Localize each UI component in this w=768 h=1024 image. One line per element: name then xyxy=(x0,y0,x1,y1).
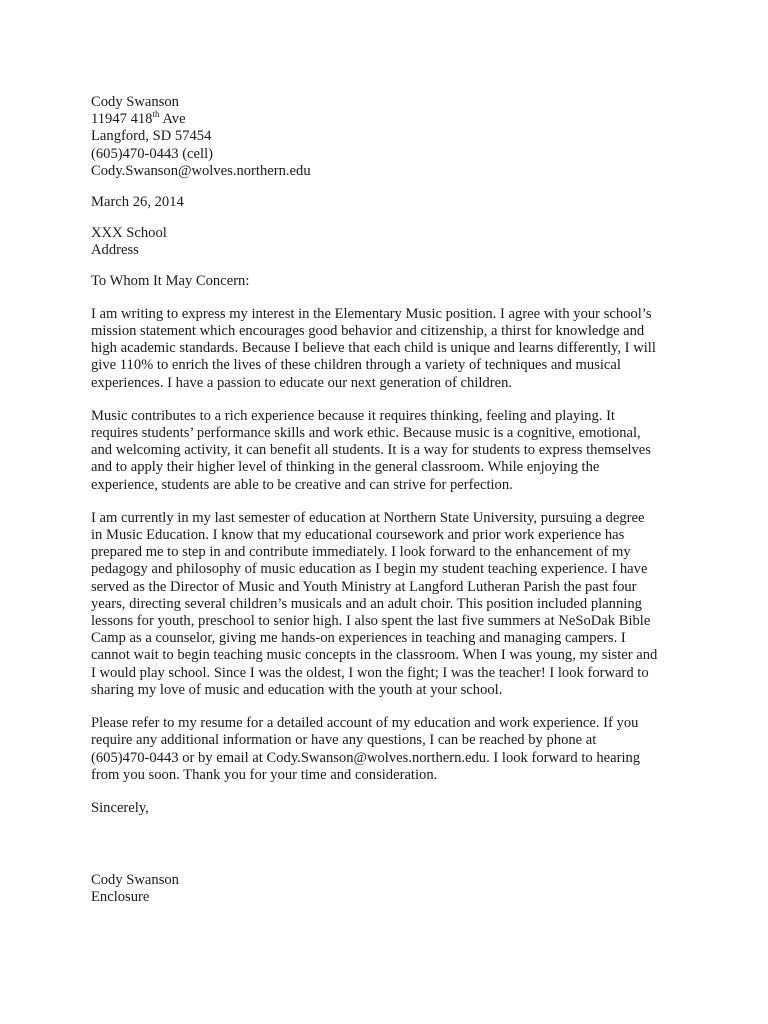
paragraph-line: give 110% to enrich the lives of these children through a variety of techniques and musical xyxy=(91,357,621,374)
sender-block xyxy=(91,94,691,180)
signature-block xyxy=(91,872,691,906)
paragraph-line: mission statement which encourages good behavior and citizenship, a thirst for knowledge and xyxy=(91,323,645,340)
paragraph-4 xyxy=(91,715,691,784)
paragraph-line: from you soon. Thank you for your time and consideration. xyxy=(91,766,438,783)
sender-street-number: 11947 418 xyxy=(91,111,153,128)
paragraph-line: sharing my love of music and education with the youth at your school. xyxy=(91,681,503,698)
paragraph-line: Music contributes to a rich experience because it requires thinking, feeling and playing. It xyxy=(91,407,615,424)
sender-street-suffix: th xyxy=(152,109,160,120)
letter-date: March 26, 2014 xyxy=(91,194,184,211)
paragraph-line: in Music Education. I know that my educational coursework and prior work experience has xyxy=(91,527,625,544)
sender-email: Cody.Swanson@wolves.northern.edu xyxy=(91,162,311,179)
recipient-block xyxy=(91,225,691,259)
paragraph-3 xyxy=(91,510,691,699)
cover-letter xyxy=(91,94,691,907)
sender-name: Cody Swanson xyxy=(91,94,179,110)
paragraph-2 xyxy=(91,408,691,494)
paragraph-line: prepared me to step in and contribute immediately. I look forward to the enhancement of my xyxy=(91,544,631,561)
enclosure-note: Enclosure xyxy=(91,889,150,906)
recipient-address: Address xyxy=(91,242,139,259)
paragraph-line: (605)470-0443 or by email at Cody.Swanson@wolves.northern.edu. I look forward to hearing xyxy=(91,749,641,766)
paragraph-line: and welcoming activity, it can benefit all students. It is a way for students to express themselves xyxy=(91,442,651,459)
paragraph-line: lessons for youth, preschool to senior high. I also spent the last five summers at NeSoDak Bible xyxy=(91,613,651,630)
paragraph-line: experience, students are able to be creative and can strive for perfection. xyxy=(91,476,513,493)
paragraph-line: high academic standards. Because I believe that each child is unique and learns differently, I will xyxy=(91,340,656,357)
paragraph-line: and to apply their higher level of thinking in the general classroom. While enjoying the xyxy=(91,459,600,476)
paragraph-line: I am currently in my last semester of education at Northern State University, pursuing a degree xyxy=(91,509,645,526)
salutation: To Whom It May Concern: xyxy=(91,272,250,289)
letter-body xyxy=(91,306,691,784)
paragraph-line: require any additional information or have any questions, I can be reached by phone at xyxy=(91,732,597,749)
paragraph-line: Please refer to my resume for a detailed account of my education and work experience. If you xyxy=(91,715,639,732)
paragraph-line: Camp as a counselor, giving me hands-on experiences in teaching and managing campers. I xyxy=(91,630,626,647)
sender-phone: (605)470-0443 (cell) xyxy=(91,145,213,162)
salutation-block xyxy=(91,273,691,290)
paragraph-line: served as the Director of Music and Youth Ministry at Langford Lutheran Parish the past four xyxy=(91,578,637,595)
paragraph-line: experiences. I have a passion to educate our next generation of children. xyxy=(91,374,513,391)
paragraph-line: cannot wait to begin teaching music concepts in the classroom. When I was young, my sister and xyxy=(91,647,658,664)
paragraph-1 xyxy=(91,306,691,392)
closing: Sincerely, xyxy=(91,799,149,816)
signature-name: Cody Swanson xyxy=(91,872,179,889)
closing-block xyxy=(91,800,691,817)
letter-date-block xyxy=(91,194,691,211)
paragraph-line: I would play school. Since I was the oldest, I won the fight; I was the teacher! I look forward to xyxy=(91,664,649,681)
paragraph-line: requires students’ performance skills and work ethic. Because music is a cognitive, emotional, xyxy=(91,425,641,442)
paragraph-line: years, directing several children’s musicals and an adult choir. This position included planning xyxy=(91,595,642,612)
recipient-school: XXX School xyxy=(91,225,167,242)
sender-street xyxy=(91,111,691,128)
paragraph-line: I am writing to express my interest in the Elementary Music position. I agree with your school’s xyxy=(91,305,652,322)
sender-street-name: Ave xyxy=(159,111,186,128)
paragraph-line: pedagogy and philosophy of music education as I begin my student teaching experience. I have xyxy=(91,561,648,578)
sender-city-state-zip: Langford, SD 57454 xyxy=(91,128,212,145)
